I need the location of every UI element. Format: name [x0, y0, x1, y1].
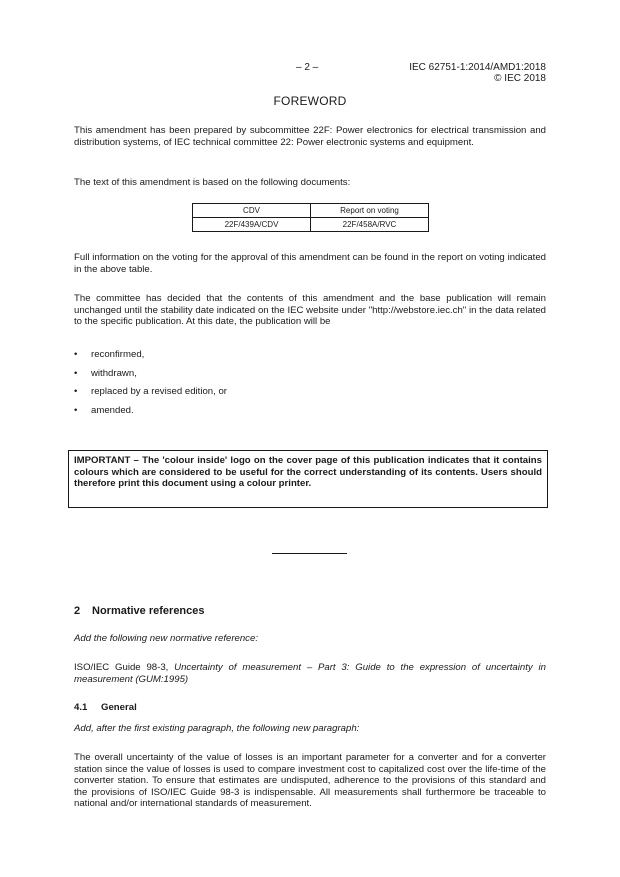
table-cell-rvc: 22F/458A/RVC — [311, 218, 429, 232]
list-item-text: amended. — [91, 404, 134, 416]
normative-reference — [74, 662, 546, 685]
section-4-1-instruction: Add, after the first existing paragraph, the following new paragraph: — [74, 723, 360, 734]
section-divider — [272, 553, 347, 554]
section-number: 4.1 — [74, 702, 88, 713]
foreword-paragraph-2: The text of this amendment is based on the following documents: — [74, 177, 351, 188]
section-4-1-body: The overall uncertainty of the value of losses is an important parameter for a converter and for a converter station since the value of losses is used to compare investment cost to capitalized cost over the life-time of the converter station. To ensure that estimates are undisputed, adherence to the provisions of this standard and the provisions of ISO/IEC Guide 98-3 is indispensable. All measurements shall furthermore be traceable to national and/or international standards of measurement. — [74, 752, 546, 809]
list-item-text: reconfirmed, — [91, 349, 145, 360]
bullet-icon: • — [74, 386, 78, 397]
foreword-title: FOREWORD — [273, 94, 347, 108]
section-number: 2 — [74, 605, 81, 617]
foreword-paragraph-1: This amendment has been prepared by subcommittee 22F: Power electronics for electrical transmission and distribution systems, of IEC technical committee 22: Power electronic systems and equipment. — [74, 125, 546, 148]
bullet-icon: • — [74, 367, 78, 379]
important-notice-box: IMPORTANT – The 'colour inside' logo on the cover page of this publication indicates that it contains colours which are considered to be useful for the correct understanding of its contents. Users should therefore print this document using a colour printer. — [68, 450, 548, 508]
standard-reference — [409, 62, 546, 84]
reference-title: Uncertainty of measurement – Part 3: Guide to the expression of uncertainty in measurement (GUM:1995) — [74, 662, 546, 685]
copyright: © IEC 2018 — [494, 73, 546, 84]
page-number: – 2 – — [296, 62, 319, 73]
standard-id: IEC 62751-1:2014/AMD1:2018 — [409, 62, 546, 73]
table-header-cdv: CDV — [193, 204, 311, 218]
list-item-text: replaced by a revised edition, or — [91, 386, 227, 397]
table-header-report: Report on voting — [311, 204, 429, 218]
list-item — [74, 405, 227, 424]
foreword-paragraph-4: The committee has decided that the contents of this amendment and the base publication will remain unchanged until the stability date indicated on the IEC website under "http://webstore.iec.ch" in the data related to the specific publication. At this date, the publication will be — [74, 293, 546, 327]
table-row — [193, 218, 429, 232]
list-item — [74, 386, 227, 405]
documents-table — [192, 203, 429, 232]
section-4-1-heading — [74, 702, 137, 713]
section-2-instruction: Add the following new normative reference: — [74, 633, 258, 644]
list-item — [74, 368, 227, 387]
section-title: General — [101, 702, 137, 713]
publication-outcomes-list — [74, 349, 227, 423]
table-cell-cdv: 22F/439A/CDV — [193, 218, 311, 232]
foreword-paragraph-3: Full information on the voting for the approval of this amendment can be found in the report on voting indicated in the above table. — [74, 252, 546, 275]
list-item — [74, 349, 227, 368]
section-title: Normative references — [92, 605, 205, 617]
list-item-text: withdrawn, — [91, 367, 137, 379]
bullet-icon: • — [74, 404, 78, 416]
bullet-icon: • — [74, 349, 78, 360]
section-2-heading — [74, 605, 205, 617]
table-header-row — [193, 204, 429, 218]
reference-id: ISO/IEC Guide 98-3, — [74, 662, 175, 673]
